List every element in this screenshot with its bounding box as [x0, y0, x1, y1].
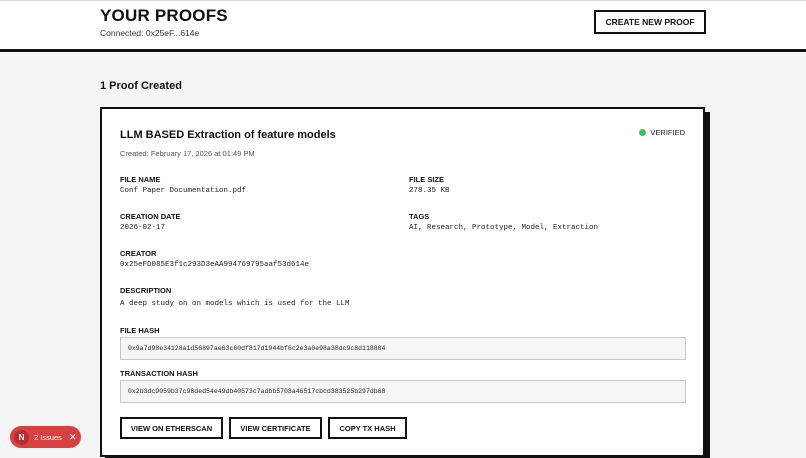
description-value: A deep study on on models which is used for the LLM	[120, 300, 350, 308]
tags-value: AI, Research, Prototype, Model, Extraction	[409, 224, 599, 232]
view-certificate-button[interactable]: VIEW CERTIFICATE	[229, 417, 322, 439]
creation-date-label: CREATION DATE	[120, 212, 181, 221]
file-size-label: FILE SIZE	[409, 175, 445, 184]
file-hash-field[interactable]: 0x9a7d98e34128a1d56897ae63c60df817d1944bf6c2e3a0e98a38dc9c8d118804	[120, 337, 686, 360]
tags-label: TAGS	[409, 212, 430, 221]
file-name-label: FILE NAME	[120, 175, 161, 184]
issues-count: 2 Issues	[34, 432, 62, 442]
file-hash-label: FILE HASH	[120, 326, 160, 335]
copy-tx-hash-button[interactable]: COPY TX HASH	[328, 417, 407, 439]
create-new-proof-button[interactable]: CREATE NEW PROOF	[594, 10, 706, 34]
creator-value: 0x25eFD085E3f1c293D3eAA994769795aaf53d614e	[120, 261, 310, 269]
page-title: YOUR PROOFS	[100, 6, 228, 25]
creation-date-value: 2026-02-17	[120, 224, 166, 232]
nextjs-logo-icon: N	[14, 430, 29, 445]
proof-created-date: Created: February 17, 2026 at 01:49 PM	[120, 149, 255, 158]
proof-title: LLM BASED Extraction of feature models	[120, 129, 336, 141]
description-label: DESCRIPTION	[120, 286, 172, 295]
status-dot-icon	[639, 129, 646, 136]
verified-label: VERIFIED	[650, 128, 685, 137]
view-on-etherscan-button[interactable]: VIEW ON ETHERSCAN	[120, 417, 223, 439]
file-name-value: Conf Paper Documentation.pdf	[120, 187, 247, 195]
dev-issues-badge[interactable]	[10, 426, 81, 448]
tx-hash-label: TRANSACTION HASH	[120, 369, 198, 378]
proof-card	[100, 107, 705, 457]
verified-badge	[639, 128, 685, 137]
close-icon[interactable]: ✕	[68, 431, 77, 442]
wallet-connected-status: Connected: 0x25eF...614e	[100, 28, 200, 38]
proof-count-heading: 1 Proof Created	[100, 80, 182, 92]
file-size-value: 278.35 KB	[409, 187, 450, 195]
tx-hash-field[interactable]: 0x2b3dc9059b37c98ded54e49db40573c7adbb5703a46517cbcd383525b297db68	[120, 380, 686, 403]
page-header	[0, 0, 806, 52]
creator-label: CREATOR	[120, 249, 157, 258]
